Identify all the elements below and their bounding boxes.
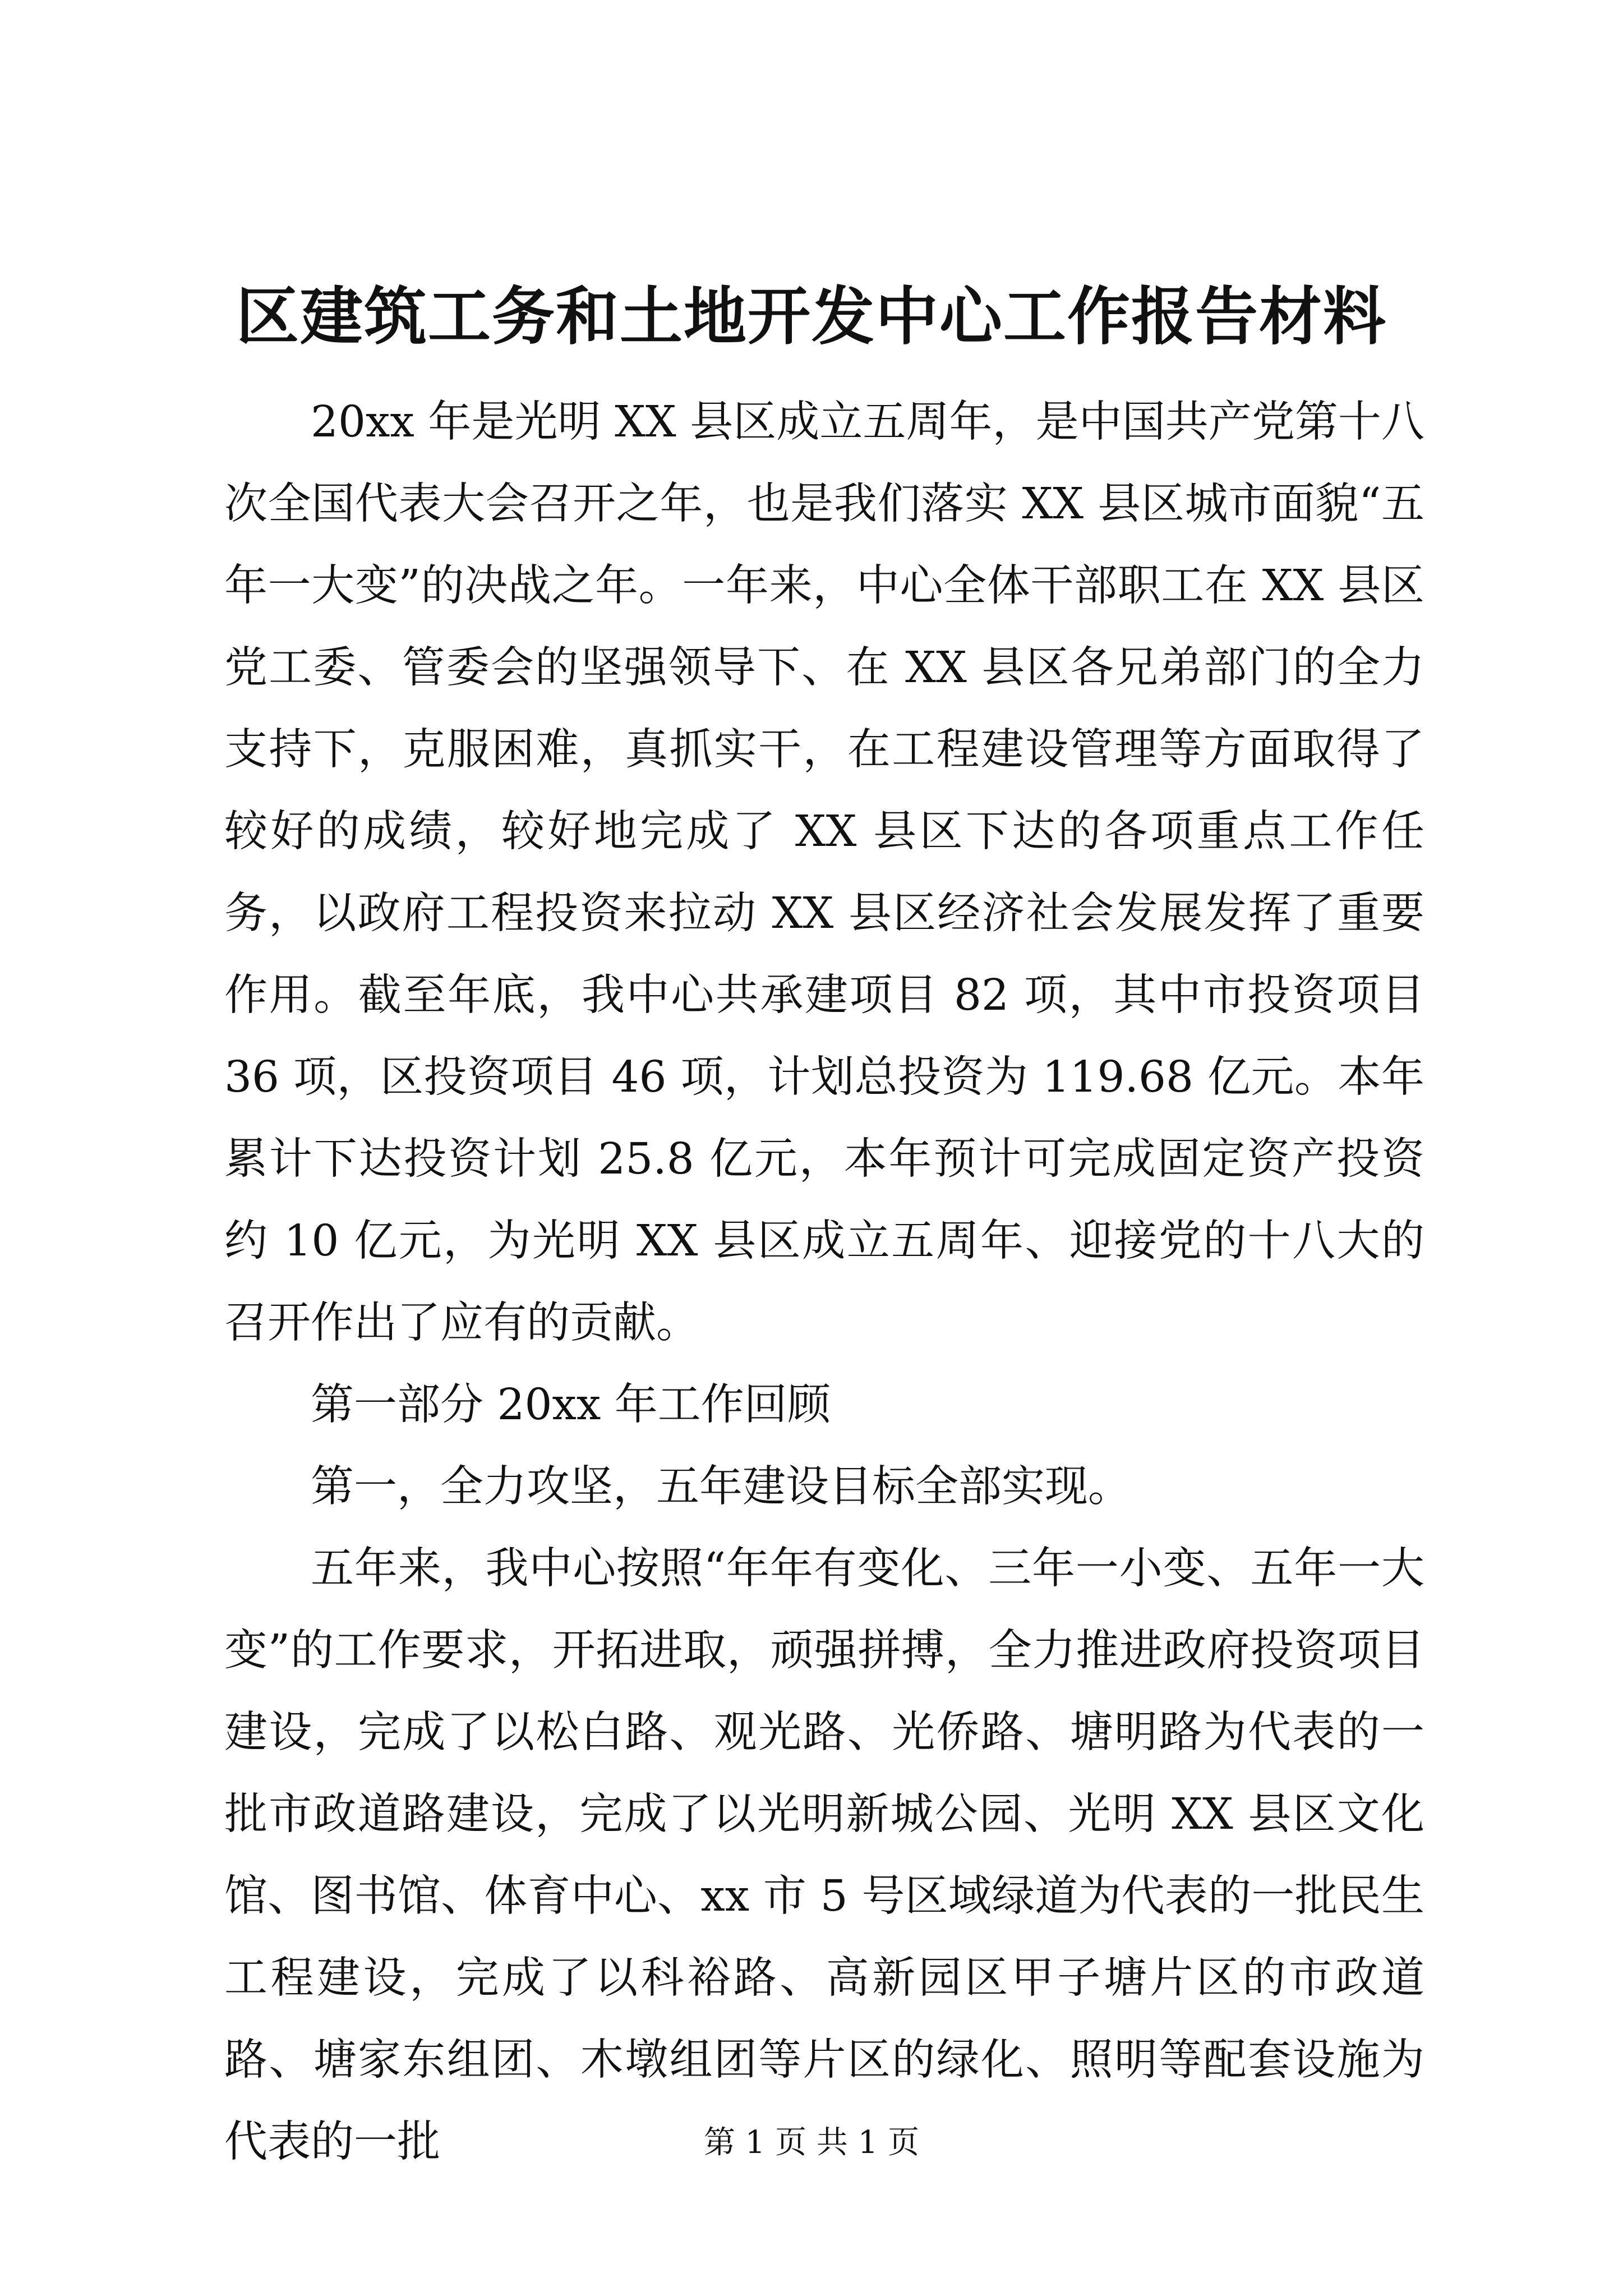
subsection-heading: 第一，全力攻坚，五年建设目标全部实现。 [311, 1462, 1131, 1512]
document-title: 区建筑工务和土地开发中心工作报告材料 [236, 280, 1387, 353]
document-body [224, 381, 1424, 2183]
section-paragraph: 五年来，我中心按照“年年有变化、三年一小变、五年一大变”的工作要求，开拓进取，顽强拼搏，全力推进政府投资项目建设，完成了以松白路、观光路、光侨路、塘明路为代表的一批市政道路建设，完成了以光明新城公园、光明 XX 县区文化馆、图书馆、体育中心、xx 市 5 号区域绿道为代表的一批民生工程建设，完成了以科裕路、高新园区甲子塘片区的市政道路、塘家东组团、木墩组团等片区的绿化、照明等配套设施为代表的一批 [224, 1544, 1424, 2167]
intro-paragraph: 20xx 年是光明 XX 县区成立五周年，是中国共产党第十八次全国代表大会召开之年，也是我们落实 XX 县区城市面貌“五年一大变”的决战之年。一年来，中心全体干部职工在 XX 县区党工委、管委会的坚强领导下、在 XX 县区各兄弟部门的全力支持下，克服困难，真抓实干，在工程建设管理等方面取得了较好的成绩，较好地完成了 XX 县区下达的各项重点工作任务，以政府工程投资来拉动 XX 县区经济社会发展发挥了重要作用。截至年底，我中心共承建项目 82 项，其中市投资项目 36 项，区投资项目 46 项，计划总投资为 119.68 亿元。本年累计下达投资计划 25.8 亿元，本年预计可完成固定资产投资约 10 亿元，为光明 XX 县区成立五周年、迎接党的十八大的召开作出了应有的贡献。 [224, 397, 1424, 1348]
page-footer: 第 1 页 共 1 页 [703, 2124, 920, 2161]
section-heading: 第一部分 20xx 年工作回顾 [311, 1380, 831, 1430]
